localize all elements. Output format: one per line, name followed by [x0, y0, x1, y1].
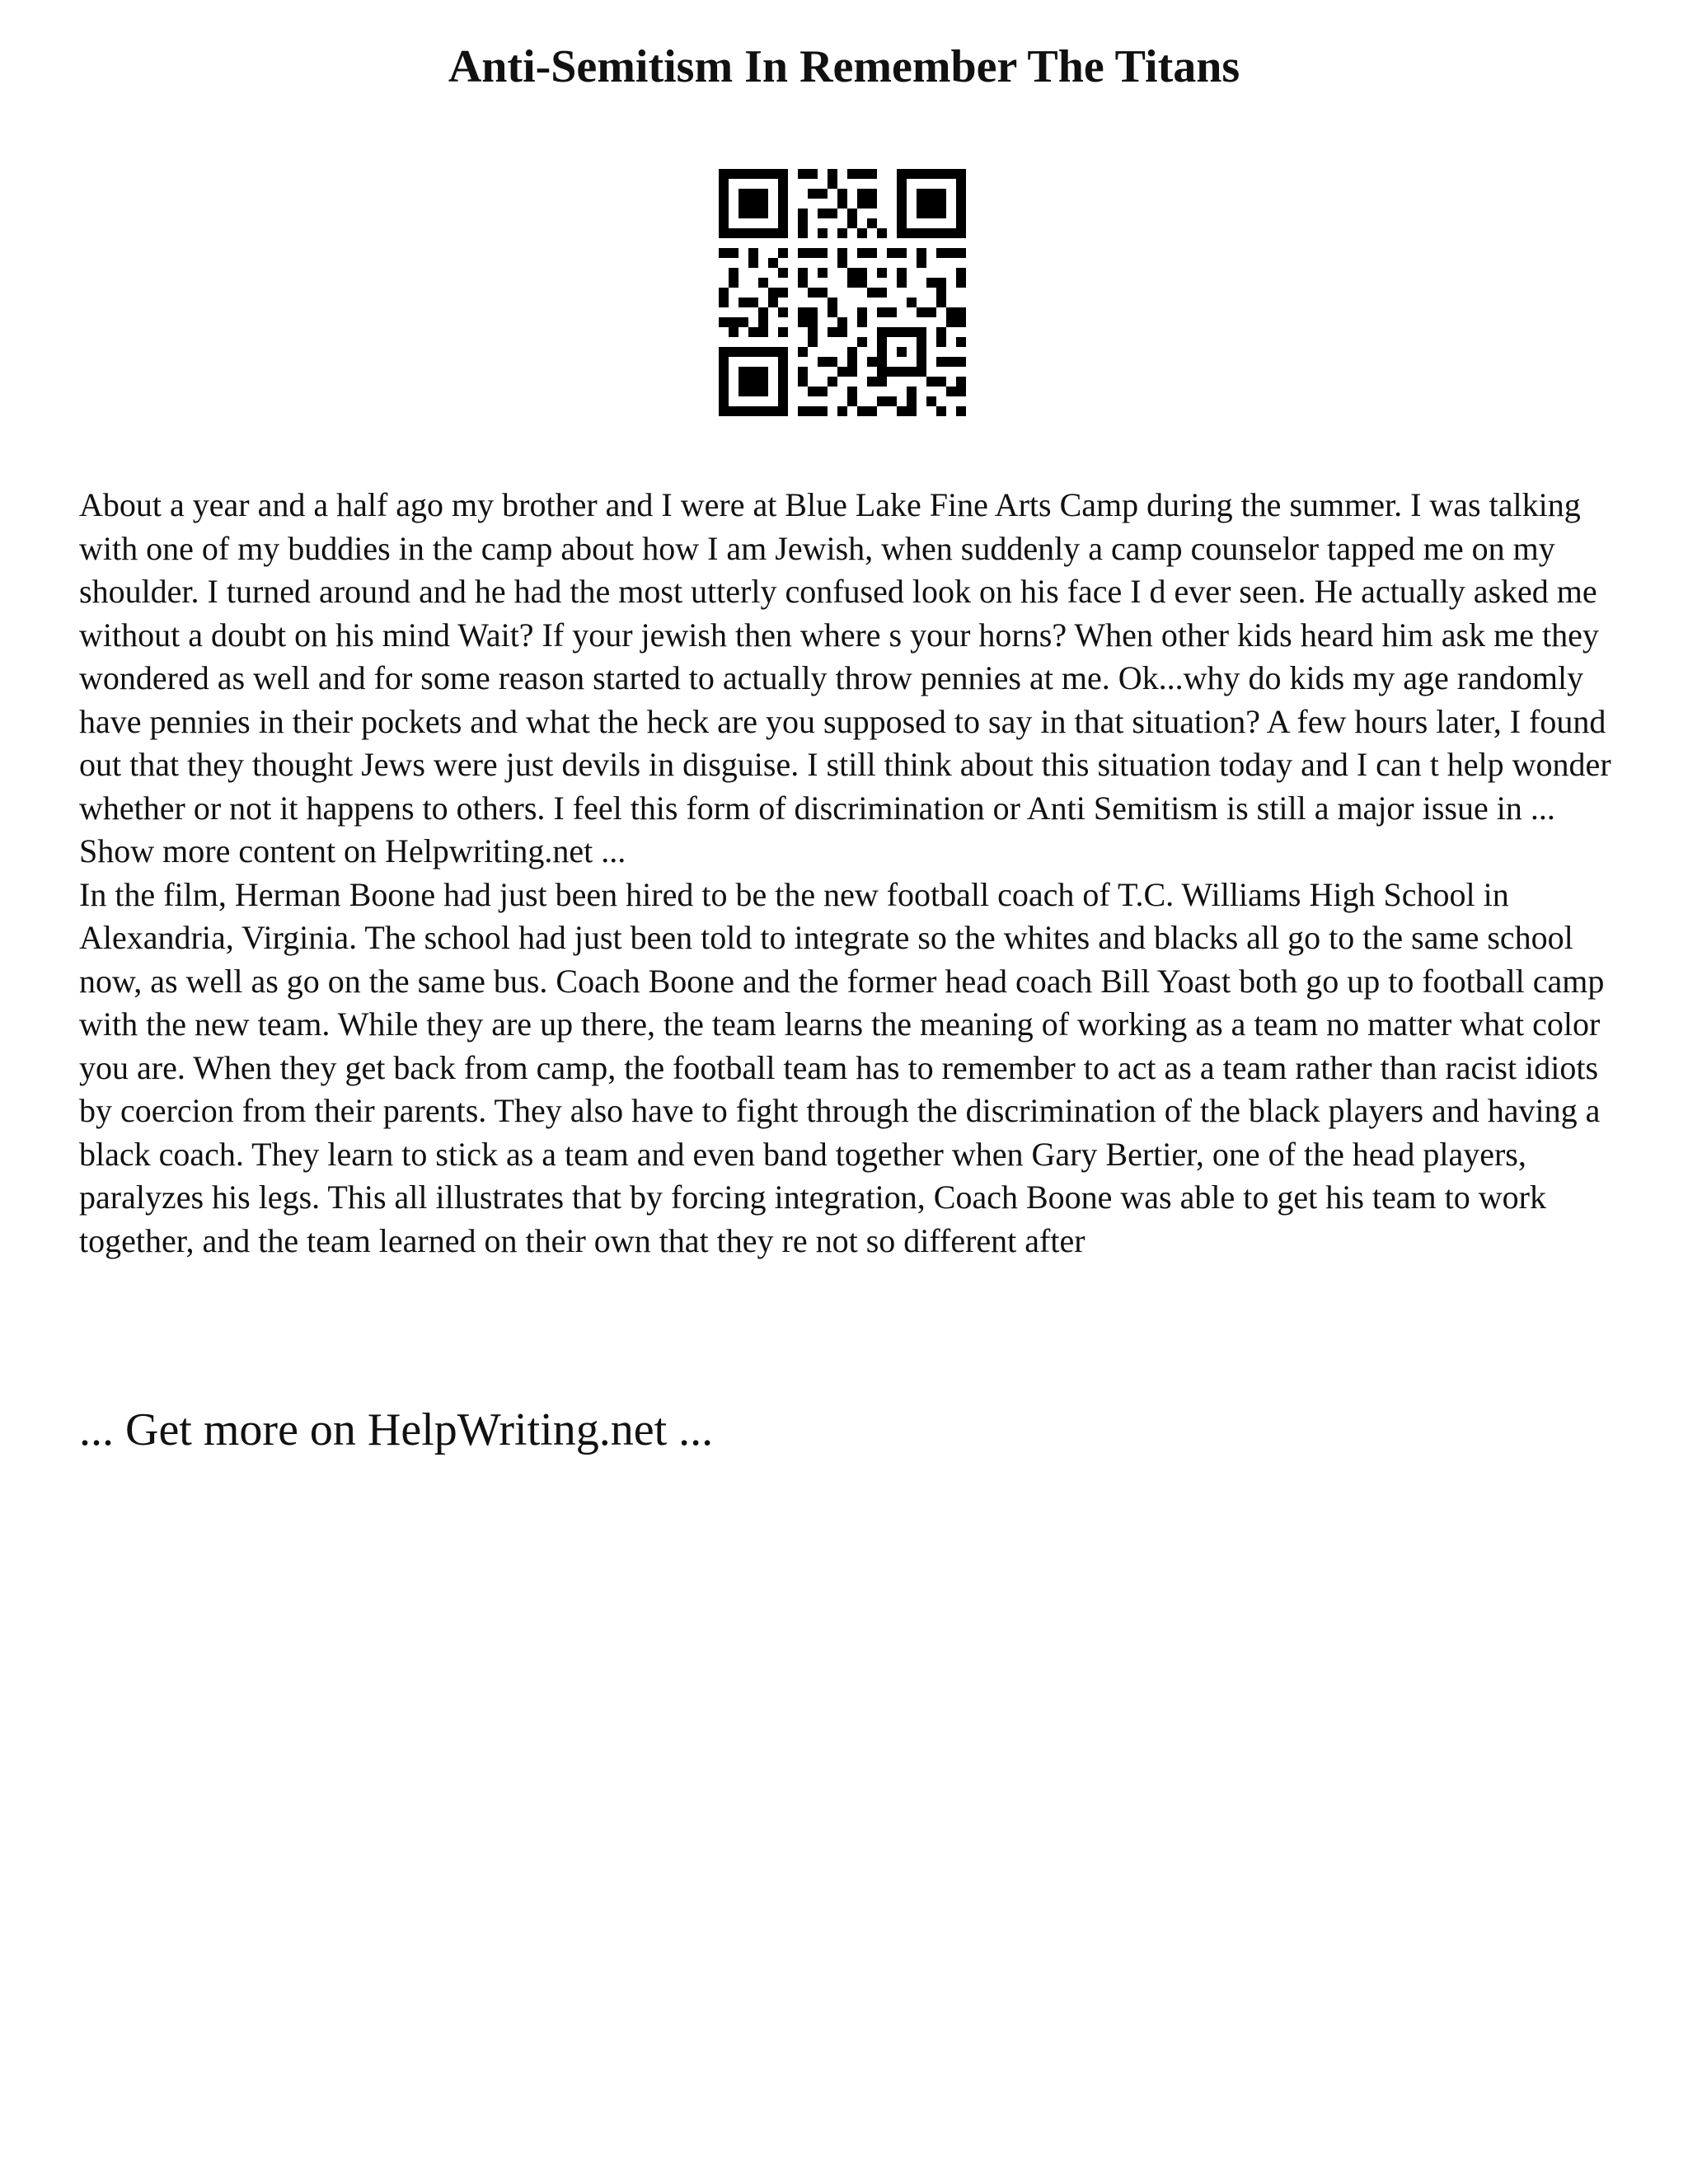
qr-code-icon	[719, 169, 966, 416]
get-more-link[interactable]: ... Get more on HelpWriting.net ...	[79, 1404, 714, 1455]
qr-code-graphic	[719, 169, 966, 416]
page-title: Anti-Semitism In Remember The Titans	[448, 41, 1240, 92]
article-body	[79, 484, 1629, 1263]
paragraph: In the film, Herman Boone had just been hired to be the new football coach of T.C. Williams High School in Alexandria, Virginia. The school had just been told to integrate so the whites and blacks all go to the same school now, as well as go on the same bus. Coach Boone and the former head coach Bill Yoast both go up to football camp with the new team. While they are up there, the team learns the meaning of working as a team no matter what color you are. When they get back from camp, the football team has to remember to act as a team rather than racist idiots by coercion from their parents. They also have to fight through the discrimination of the black players and having a black coach. They learn to stick as a team and even band together when Gary Bertier, one of the head players, paralyzes his legs. This all illustrates that by forcing integration, Coach Boone was able to get his team to work together, and the team learned on their own that they re not so different after	[79, 875, 1605, 1259]
paragraph: About a year and a half ago my brother and I were at Blue Lake Fine Arts Camp during the summer. I was talking with one of my buddies in the camp about how I am Jewish, when suddenly a camp counselor tapped me on my shoulder. I turned around and he had the most utterly confused look on his face I d ever seen. He actually asked me without a doubt on his mind Wait? If your jewish then where s your horns? When other kids heard him ask me they wondered as well and for some reason started to actually throw pennies at me. Ok...why do kids my age randomly have pennies in their pockets and what the heck are you supposed to say in that situation? A few hours later, I found out that they thought Jews were just devils in disguise. I still think about this situation today and I can t help wonder whether or not it happens to others. I feel this form of discrimination or Anti Semitism is still a major issue in ... Show more content on Helpwriting.net ...	[79, 486, 1611, 869]
